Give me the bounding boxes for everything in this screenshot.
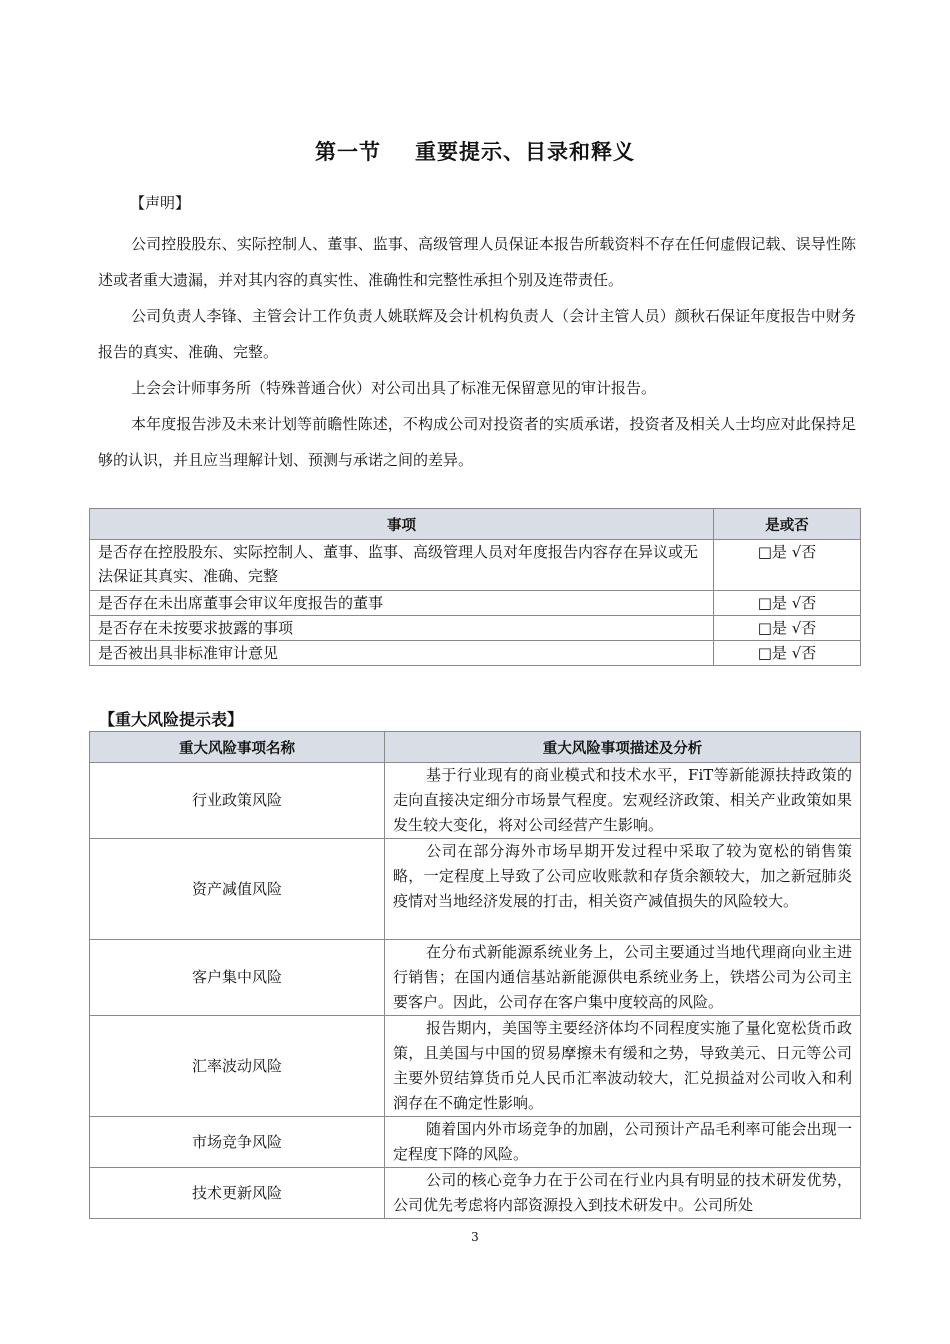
risk-header-desc: 重大风险事项描述及分析: [385, 732, 861, 763]
risk-description: 公司在部分海外市场早期开发过程中采取了较为宽松的销售策略，一定程度上导致了公司应收账款和存货余额较大，加之新冠肺炎疫情对当地经济发展的打击，相关资产减值损失的风险较大。: [385, 839, 861, 940]
matters-header-item: 事项: [90, 509, 714, 540]
matter-answer: □是 √否: [714, 641, 861, 666]
matter-item: 是否存在控股股东、实际控制人、董事、监事、高级管理人员对年度报告内容存在异议或无法保证其真实、准确、完整: [90, 540, 714, 591]
risk-name: 汇率波动风险: [90, 1016, 385, 1117]
table-row: [90, 1117, 861, 1168]
section-title: [0, 136, 950, 166]
risk-description: 随着国内外市场竞争的加剧，公司预计产品毛利率可能会出现一定程度下降的风险。: [385, 1117, 861, 1168]
table-row: [90, 641, 861, 666]
risk-header-name: 重大风险事项名称: [90, 732, 385, 763]
risk-description: 报告期内，美国等主要经济体均不同程度实施了量化宽松货币政策，且美国与中国的贸易摩擦未有缓和之势，导致美元、日元等公司主要外贸结算货币兑人民币汇率波动较大，汇兑损益对公司收入和利润存在不确定性影响。: [385, 1016, 861, 1117]
matter-item: 是否存在未按要求披露的事项: [90, 616, 714, 641]
matter-item: 是否存在未出席董事会审议年度报告的董事: [90, 591, 714, 616]
table-row: [90, 839, 861, 940]
risk-table-title: 【重大风险提示表】: [99, 710, 244, 729]
table-row: [90, 763, 861, 839]
matters-table: [89, 508, 861, 666]
table-row: [90, 591, 861, 616]
table-row: [90, 540, 861, 591]
declaration-paragraph-4: 本年度报告涉及未来计划等前瞻性陈述，不构成公司对投资者的实质承诺，投资者及相关人士均应对此保持足够的认识，并且应当理解计划、预测与承诺之间的差异。: [98, 415, 856, 469]
risk-description: 在分布式新能源系统业务上，公司主要通过当地代理商向业主进行销售；在国内通信基站新能源供电系统业务上，铁塔公司为公司主要客户。因此，公司存在客户集中度较高的风险。: [385, 940, 861, 1016]
declaration-label: 【声明】: [130, 194, 191, 212]
risk-name: 市场竞争风险: [90, 1117, 385, 1168]
matters-header-answer: 是或否: [714, 509, 861, 540]
declaration-paragraph-2: 公司负责人李锋、主管会计工作负责人姚联辉及会计机构负责人（会计主管人员）颜秋石保证年度报告中财务报告的真实、准确、完整。: [98, 307, 856, 361]
risk-name: 资产减值风险: [90, 839, 385, 940]
risk-description: 基于行业现有的商业模式和技术水平，FiT等新能源扶持政策的走向直接决定细分市场景气程度。宏观经济政策、相关产业政策如果发生较大变化，将对公司经营产生影响。: [385, 763, 861, 839]
declaration-paragraph-3: 上会会计师事务所（特殊普通合伙）对公司出具了标准无保留意见的审计报告。: [131, 379, 657, 397]
risk-name: 行业政策风险: [90, 763, 385, 839]
risk-name: 技术更新风险: [90, 1168, 385, 1219]
risk-name: 客户集中风险: [90, 940, 385, 1016]
risk-description: 公司的核心竞争力在于公司在行业内具有明显的技术研发优势，公司优先考虑将内部资源投入到技术研发中。公司所处: [385, 1168, 861, 1219]
table-row: [90, 1016, 861, 1117]
section-heading: 重要提示、目录和释义: [415, 140, 635, 164]
section-number: 第一节: [315, 140, 381, 164]
page-number: 3: [471, 1230, 479, 1244]
declaration-paragraph-1: 公司控股股东、实际控制人、董事、监事、高级管理人员保证本报告所载资料不存在任何虚假记载、误导性陈述或者重大遗漏，并对其内容的真实性、准确性和完整性承担个别及连带责任。: [98, 235, 856, 289]
table-row: [90, 940, 861, 1016]
table-row: [90, 616, 861, 641]
table-row: [90, 1168, 861, 1219]
matter-answer: □是 √否: [714, 591, 861, 616]
matter-answer: □是 √否: [714, 616, 861, 641]
matter-answer: □是 √否: [714, 540, 861, 591]
risk-table: [89, 731, 861, 1219]
matter-item: 是否被出具非标准审计意见: [90, 641, 714, 666]
